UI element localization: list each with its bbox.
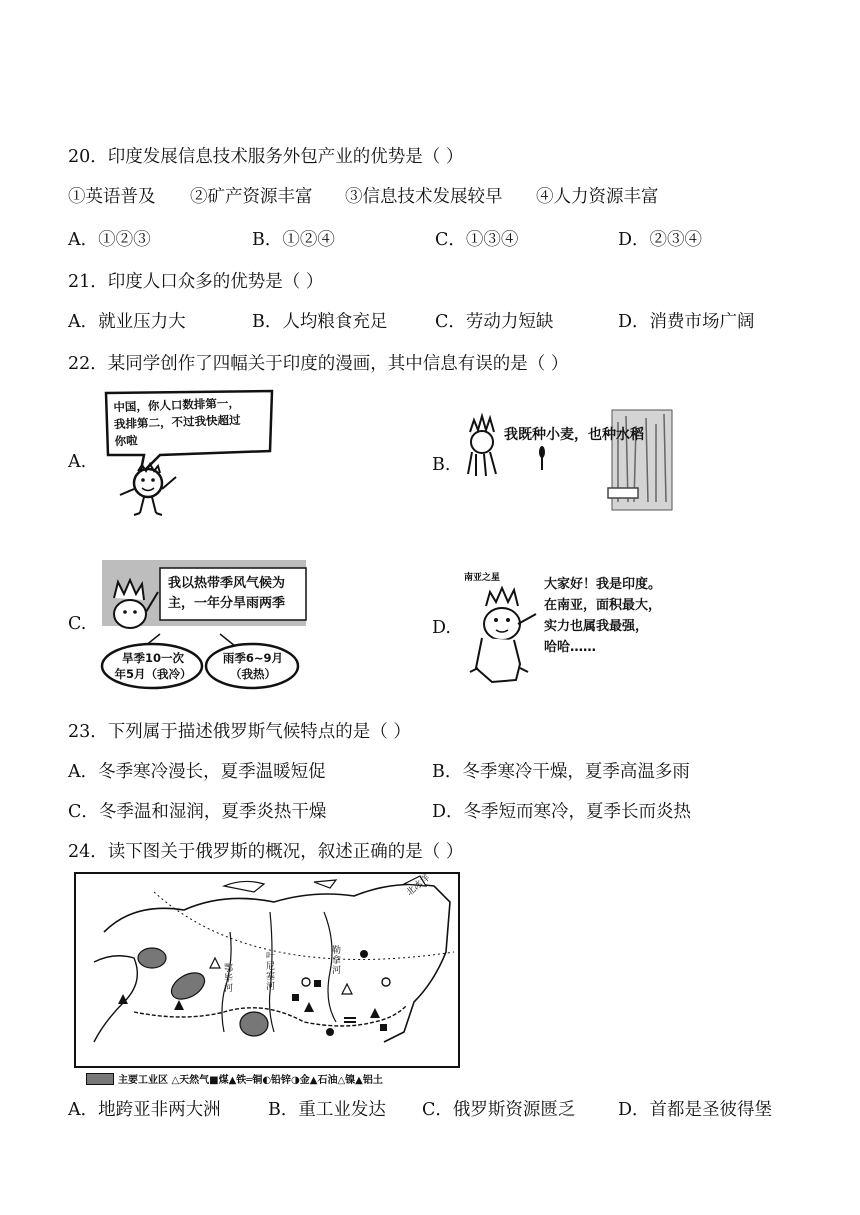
q21-stem: 21．印度人口众多的优势是（ ） bbox=[68, 272, 324, 292]
comic-c-dry-line-2: 年5月（我冷） bbox=[114, 667, 192, 681]
comic-a-line-2: 我排第二，不过我快超过 bbox=[113, 412, 241, 432]
comic-a-line-3: 你啦 bbox=[114, 433, 138, 449]
comic-c-bubble-line-2: 主，一年分旱雨两季 bbox=[168, 596, 286, 611]
comic-d-line-4: 哈哈…… bbox=[544, 640, 597, 655]
comic-b-text: 我既种小麦，也种水稻 bbox=[504, 427, 644, 443]
legend-industrial-swatch bbox=[86, 1073, 114, 1085]
comic-c-rainy-line-2: （我热） bbox=[230, 667, 276, 681]
comic-a-speech bbox=[113, 395, 241, 450]
map-label-ob: 鄂毕河 bbox=[224, 964, 234, 994]
map-label-arctic: 北冰洋 bbox=[404, 873, 433, 899]
q24-option-c[interactable]: C．俄罗斯资源匮乏 bbox=[422, 1100, 576, 1120]
q22-option-a[interactable]: A. bbox=[68, 452, 87, 472]
q23-option-b[interactable]: B．冬季寒冷干燥，夏季高温多雨 bbox=[432, 762, 690, 782]
q23-option-c[interactable]: C．冬季温和湿润，夏季炎热干燥 bbox=[68, 802, 327, 822]
comic-d-line-2: 在南亚，面积最大， bbox=[544, 598, 662, 613]
comic-d-speech bbox=[544, 574, 661, 658]
q24-stem: 24．读下图关于俄罗斯的概况，叙述正确的是（ ） bbox=[68, 842, 464, 862]
q23-option-a[interactable]: A．冬季寒冷漫长，夏季温暖短促 bbox=[68, 762, 326, 782]
q22-option-b[interactable]: B. bbox=[432, 455, 451, 475]
q24-option-a[interactable]: A．地跨亚非两大洲 bbox=[68, 1100, 221, 1120]
map-legend bbox=[86, 1071, 458, 1087]
map-label-yenisei: 叶尼塞河 bbox=[266, 952, 276, 992]
comic-d-corner-text: 南亚之星 bbox=[464, 573, 501, 583]
q20-stem: 20．印度发展信息技术服务外包产业的优势是（ ） bbox=[68, 147, 464, 167]
comic-c-image bbox=[100, 558, 310, 693]
comic-c-bubble bbox=[168, 574, 285, 614]
comic-a-line-1: 中国，你人口数排第一， bbox=[113, 395, 241, 415]
legend-text: 主要工业区 △天然气■煤▲铁═铜◐铅锌◑金▲石油△镍▲铝土 bbox=[118, 1075, 383, 1086]
q21-option-c[interactable]: C．劳动力短缺 bbox=[435, 312, 554, 332]
q24-option-b[interactable]: B．重工业发达 bbox=[268, 1100, 386, 1120]
q21-option-b[interactable]: B．人均粮食充足 bbox=[252, 312, 388, 332]
q22-option-d[interactable]: D. bbox=[432, 618, 451, 638]
q20-option-c[interactable]: C．①③④ bbox=[435, 230, 519, 250]
comic-c-dry-line-1: 旱季10一次 bbox=[121, 651, 184, 665]
q20-item-3: ③信息技术发展较早 bbox=[345, 187, 503, 207]
q20-option-a[interactable]: A．①②③ bbox=[68, 230, 151, 250]
q24-option-d[interactable]: D．首都是圣彼得堡 bbox=[618, 1100, 773, 1120]
comic-c-rainy-season bbox=[216, 650, 290, 682]
q20-item-2: ②矿产资源丰富 bbox=[190, 187, 313, 207]
comic-c-bubble-line-1: 我以热带季风气候为 bbox=[168, 576, 286, 591]
q20-option-b[interactable]: B．①②④ bbox=[252, 230, 335, 250]
q21-option-a[interactable]: A．就业压力大 bbox=[68, 312, 186, 332]
comic-c-dry-season bbox=[114, 650, 192, 682]
q20-item-1: ①英语普及 bbox=[68, 187, 156, 207]
q21-option-d[interactable]: D．消费市场广阔 bbox=[618, 312, 755, 332]
comic-b-image bbox=[462, 402, 677, 520]
q20-option-d[interactable]: D．②③④ bbox=[618, 230, 703, 250]
comic-d-line-3: 实力也属我最强， bbox=[544, 619, 649, 634]
q22-option-c[interactable]: C. bbox=[68, 614, 87, 634]
q20-item-4: ④人力资源丰富 bbox=[536, 187, 659, 207]
comic-a-image bbox=[100, 385, 280, 525]
q23-option-d[interactable]: D．冬季短而寒冷，夏季长而炎热 bbox=[432, 802, 692, 822]
comic-d-image bbox=[462, 568, 677, 693]
q22-stem: 22．某同学创作了四幅关于印度的漫画，其中信息有误的是（ ） bbox=[68, 354, 569, 374]
map-label-lena: 勒拿河 bbox=[332, 946, 342, 976]
comic-c-rainy-line-1: 雨季6~9月 bbox=[222, 651, 284, 665]
q23-stem: 23．下列属于描述俄罗斯气候特点的是（ ） bbox=[68, 722, 411, 742]
comic-d-line-1: 大家好！我是印度。 bbox=[544, 577, 662, 592]
russia-map bbox=[74, 872, 460, 1068]
